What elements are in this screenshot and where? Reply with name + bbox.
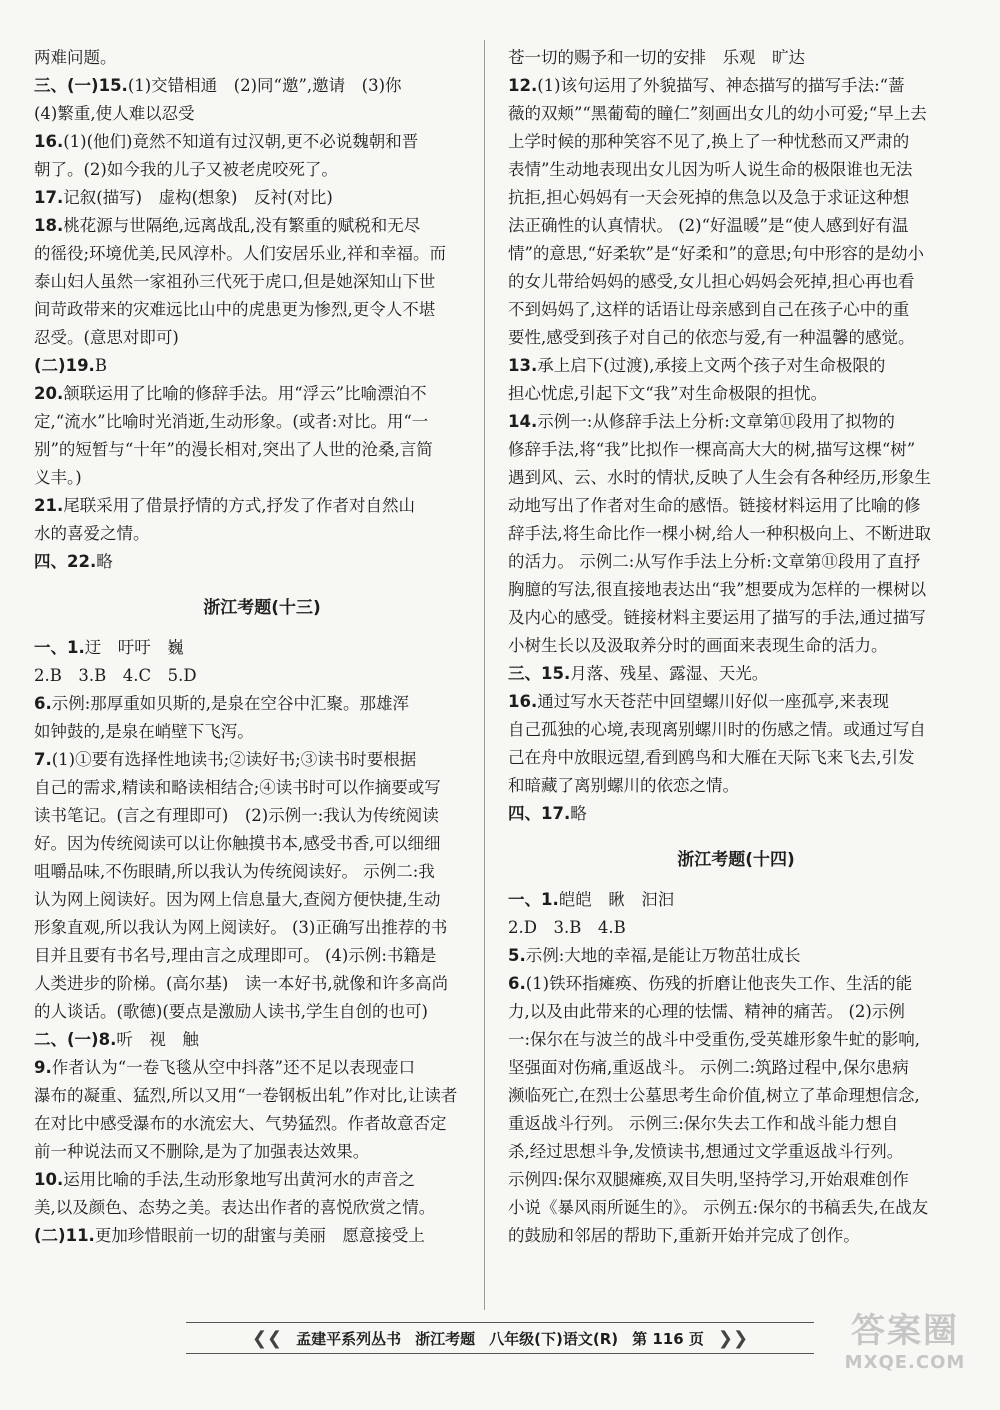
answer-text: 作者认为“一卷飞毯从空中抖落”还不足以表现壶口 <box>51 1058 416 1077</box>
answer-text: (1)交错相通 (2)同“邀”,邀请 (3)你 <box>127 76 402 95</box>
answer-line <box>34 1026 490 1054</box>
answer-text: 颔联运用了比喻的修辞手法。用“浮云”比喻漂泊不 <box>63 384 427 403</box>
answer-line: 小树生长以及汲取养分时的画面来表现生命的活力。 <box>508 636 888 655</box>
answer-line <box>34 128 490 156</box>
answer-line: 两难问题。 <box>34 48 117 67</box>
answer-text: 示例一:从修辞手法上分析:文章第⑪段用了拟物的 <box>537 412 895 431</box>
answer-line <box>34 212 490 240</box>
answer-line: 自己的需求,精读和略读相结合;④读书时可以作摘要或写 <box>34 778 441 797</box>
answer-text: 迂 吁吁 巍 <box>84 638 184 657</box>
answer-text: 尾联采用了借景抒情的方式,抒发了作者对自然山 <box>63 496 415 515</box>
answer-line: 的鼓励和邻居的帮助下,重新开始并完成了创作。 <box>508 1226 860 1245</box>
answer-text: (1)该句运用了外貌描写、神态描写的描写手法:“蔷 <box>537 76 905 95</box>
answer-line: 遇到风、云、水时的情状,反映了人生会有各种经历,形象生 <box>508 468 931 487</box>
question-number: 21. <box>34 496 64 515</box>
question-number: 13. <box>508 356 538 375</box>
answer-line: 间苛政带来的灾难远比山中的虎患更为惨烈,更令人不堪 <box>34 300 436 319</box>
question-number: 三、(一)15. <box>34 76 128 95</box>
answer-line: 的活力。 示例二:从写作手法上分析:文章第⑪段用了直抒 <box>508 552 921 571</box>
answer-line <box>508 688 964 716</box>
answer-line: 杀,经过思想斗争,发愤读书,想通过文学重返战斗行列。 <box>508 1142 904 1161</box>
answer-text: 承上启下(过渡),承接上文两个孩子对生命极限的 <box>537 356 886 375</box>
answer-text: 记叙(描写) 虚构(想象) 反衬(对比) <box>63 188 333 207</box>
answer-text: B <box>94 356 107 375</box>
answer-line: 小说《暴风雨所诞生的》。 示例五:保尔的书稿丢失,在战友 <box>508 1198 929 1217</box>
question-number: 一、1. <box>508 890 559 909</box>
answer-line: 前一种说法而又不删除,是为了加强表达效果。 <box>34 1142 370 1161</box>
question-number: 17. <box>34 188 64 207</box>
answer-line: 的女儿带给妈妈的感受,女儿担心妈妈会死掉,担心再也看 <box>508 272 915 291</box>
answer-line: 瀑布的凝重、猛烈,所以又用“一卷钢板出轧”作对比,让读者 <box>34 1086 458 1105</box>
answer-line: 胸臆的写法,很直接地表达出“我”想要成为怎样的一棵树以 <box>508 580 927 599</box>
answer-text: 桃花源与世隔绝,远离战乱,没有繁重的赋税和无尽 <box>63 216 421 235</box>
answer-line: 力,以及由此带来的心理的怯懦、精神的痛苦。 (2)示例 <box>508 1002 905 1021</box>
answer-line <box>508 408 964 436</box>
answer-line: 上学时候的那种笑容不见了,换上了一种忧愁而又严肃的 <box>508 132 910 151</box>
answer-text: 听 视 触 <box>116 1030 199 1049</box>
page-footer <box>186 1322 814 1354</box>
section-heading: 浙江考题(十三) <box>203 598 321 618</box>
footer-ornament-right-icon: ❯❯ <box>717 1327 749 1349</box>
footer-grade: 八年级(下)语文(R) <box>489 1329 619 1348</box>
footer-series: 孟建平系列丛书 <box>296 1329 402 1348</box>
answer-text: 运用比喻的手法,生动形象地写出黄河水的声音之 <box>63 1170 415 1189</box>
answer-line: 在对比中感受瀑布的水流宏大、气势猛烈。作者故意否定 <box>34 1114 447 1133</box>
answer-line: 情”的意思,“好柔软”是“好柔和”的意思;句中形容的是幼小 <box>508 244 924 263</box>
answer-line <box>508 942 964 970</box>
answer-line: 和暗藏了离别螺川的依恋之情。 <box>508 776 739 795</box>
answer-line <box>508 352 964 380</box>
footer-book: 浙江考题 <box>415 1329 476 1348</box>
answer-line <box>34 72 490 100</box>
answer-line: 担心忧虑,引起下文“我”对生命极限的担忧。 <box>508 384 828 403</box>
answer-text: 略 <box>570 804 587 823</box>
answer-line <box>34 548 490 576</box>
watermark-line1: 答案圈 <box>851 1311 959 1351</box>
watermark-logo <box>830 1310 980 1388</box>
question-number: 四、17. <box>508 804 571 823</box>
answer-line: 自己孤独的心境,表现离别螺川时的伤感之情。或通过写自 <box>508 720 926 739</box>
answer-line: 2.D 3.B 4.B <box>508 918 626 937</box>
answer-text: 月落、残星、露湿、天光。 <box>570 664 769 683</box>
answer-text: 皑皑 瞅 汩汩 <box>558 890 675 909</box>
answer-line: 2.B 3.B 4.C 5.D <box>34 666 197 685</box>
answer-line: 示例四:保尔双腿瘫痪,双目失明,坚持学习,开始艰难创作 <box>508 1170 909 1189</box>
question-number: 四、22. <box>34 552 97 571</box>
answer-line <box>508 970 964 998</box>
answer-text: (1)①要有选择性地读书;②读好书;③读书时要根据 <box>51 750 417 769</box>
question-number: 6. <box>34 694 52 713</box>
answer-line: 坚强面对伤痛,重返战斗。 示例二:筑路过程中,保尔患病 <box>508 1058 909 1077</box>
answer-line: 要性,感受到孩子对自己的依恋与爱,有一种温馨的感觉。 <box>508 328 915 347</box>
question-number: (二)11. <box>34 1226 95 1245</box>
answer-line: 不到妈妈了,这样的话语让母亲感到自己在孩子心中的重 <box>508 300 910 319</box>
left-column <box>34 44 490 1250</box>
answer-line: 一:保尔在与波兰的战斗中受重伤,受英雄形象牛虻的影响, <box>508 1030 921 1049</box>
question-number: 6. <box>508 974 526 993</box>
answer-line <box>508 72 964 100</box>
answer-line: 泰山妇人虽然一家祖孙三代死于虎口,但是她深知山下世 <box>34 272 436 291</box>
answer-line: 读书笔记。(言之有理即可) (2)示例一:我认为传统阅读 <box>34 806 439 825</box>
question-number: 9. <box>34 1058 52 1077</box>
question-number: 18. <box>34 216 64 235</box>
answer-line: 法正确性的认真情状。 (2)“好温暖”是“使人感到好有温 <box>508 216 909 235</box>
answer-line: 定,“流水”比喻时光消逝,生动形象。(或者:对比。用“一 <box>34 412 429 431</box>
question-number: 12. <box>508 76 538 95</box>
answer-text: (1)(他们)竟然不知道有过汉朝,更不必说魏朝和晋 <box>63 132 419 151</box>
question-number: 16. <box>508 692 538 711</box>
answer-line <box>508 800 964 828</box>
answer-line: 好。因为传统阅读可以让你触摸书本,感受书香,可以细细 <box>34 834 441 853</box>
answer-line <box>34 746 490 774</box>
answer-line <box>508 886 964 914</box>
answer-line: 朝了。(2)如今我的儿子又被老虎咬死了。 <box>34 160 338 179</box>
answer-line: 目并且要有书名号,理由言之成理即可。 (4)示例:书籍是 <box>34 946 437 965</box>
answer-text: 示例:那厚重如贝斯的,是泉在空谷中汇聚。那雄浑 <box>51 694 410 713</box>
answer-text: (1)铁环指瘫痪、伤残的折磨让他丧失工作、生活的能 <box>525 974 913 993</box>
section-heading: 浙江考题(十四) <box>677 850 795 870</box>
answer-line <box>508 660 964 688</box>
answer-line: (4)繁重,使人难以忍受 <box>34 104 195 123</box>
answer-line: 动地写出了作者对生命的感悟。链接材料运用了比喻的修 <box>508 496 921 515</box>
answer-line: 如钟鼓的,是泉在峭壁下飞泻。 <box>34 722 254 741</box>
right-column <box>508 44 964 1250</box>
answer-line: 咀嚼品味,不伤眼睛,所以我认为传统阅读好。 示例二:我 <box>34 862 435 881</box>
column-divider <box>484 40 485 1310</box>
answer-line <box>34 352 490 380</box>
footer-ornament-left-icon: ❮❮ <box>251 1327 283 1349</box>
answer-line: 薇的双颊”“黑葡萄的瞳仁”刻画出女儿的幼小可爱;“早上去 <box>508 104 927 123</box>
question-number: 16. <box>34 132 64 151</box>
answer-text: 更加珍惜眼前一切的甜蜜与美丽 愿意接受上 <box>94 1226 425 1245</box>
answer-line: 苍一切的赐予和一切的安排 乐观 旷达 <box>508 48 805 67</box>
answer-text: 示例:大地的幸福,是能让万物茁壮成长 <box>525 946 801 965</box>
answer-text: 通过写水天苍茫中回望螺川好似一座孤亭,来表现 <box>537 692 889 711</box>
question-number: 20. <box>34 384 64 403</box>
answer-line: 人类进步的阶梯。(高尔基) 读一本好书,就像和许多高尚 <box>34 974 449 993</box>
answer-line <box>34 1166 490 1194</box>
question-number: 一、1. <box>34 638 85 657</box>
answer-line <box>34 1054 490 1082</box>
answer-line <box>34 690 490 718</box>
watermark-line2: MXQE.COM <box>844 1352 966 1373</box>
answer-line: 义丰。) <box>34 468 82 487</box>
answer-line: 己在舟中放眼远望,看到鸥鸟和大雁在天际飞来飞去,引发 <box>508 748 915 767</box>
question-number: 7. <box>34 750 52 769</box>
answer-line <box>34 1222 490 1250</box>
footer-page-number: 第 116 页 <box>632 1329 704 1348</box>
answer-line: 形象直观,所以我认为网上阅读好。 (3)正确写出推荐的书 <box>34 918 448 937</box>
answer-line: 辞手法,将生命比作一棵小树,给人一种积极向上、不断进取 <box>508 524 931 543</box>
answer-line: 修辞手法,将“我”比拟作一棵高高大大的树,描写这棵“树” <box>508 440 916 459</box>
answer-line: 抗拒,担心妈妈有一天会死掉的焦急以及急于求证这种想 <box>508 188 910 207</box>
answer-line: 美,以及颜色、态势之美。表达出作者的喜悦欣赏之情。 <box>34 1198 436 1217</box>
question-number: 5. <box>508 946 526 965</box>
answer-line: 濒临死亡,在烈士公墓思考生命价值,树立了革命理想信念, <box>508 1086 920 1105</box>
answer-line: 别”的短暂与“十年”的漫长相对,突出了人世的沧桑,言简 <box>34 440 433 459</box>
answer-line <box>34 380 490 408</box>
question-number: 10. <box>34 1170 64 1189</box>
answer-line: 认为网上阅读好。因为网上信息量大,查阅方便快捷,生动 <box>34 890 441 909</box>
answer-line: 忍受。(意思对即可) <box>34 328 179 347</box>
question-number: 二、(一)8. <box>34 1030 117 1049</box>
question-number: 三、15. <box>508 664 571 683</box>
answer-line <box>34 634 490 662</box>
answer-line: 的徭役;环境优美,民风淳朴。人们安居乐业,祥和幸福。而 <box>34 244 447 263</box>
question-number: (二)19. <box>34 356 95 375</box>
answer-line <box>34 492 490 520</box>
answer-line <box>34 184 490 212</box>
answer-line: 表情”生动地表现出女儿因为听人说生命的极限谁也无法 <box>508 160 913 179</box>
answer-text: 略 <box>96 552 113 571</box>
question-number: 14. <box>508 412 538 431</box>
answer-line: 及内心的感受。链接材料主要运用了描写的手法,通过描写 <box>508 608 926 627</box>
answer-line: 重返战斗行列。 示例三:保尔失去工作和战斗能力想自 <box>508 1114 899 1133</box>
answer-line: 水的喜爱之情。 <box>34 524 150 543</box>
answer-line: 的人谈话。(歌德)(要点是激励人读书,学生自创的也可) <box>34 1002 428 1021</box>
